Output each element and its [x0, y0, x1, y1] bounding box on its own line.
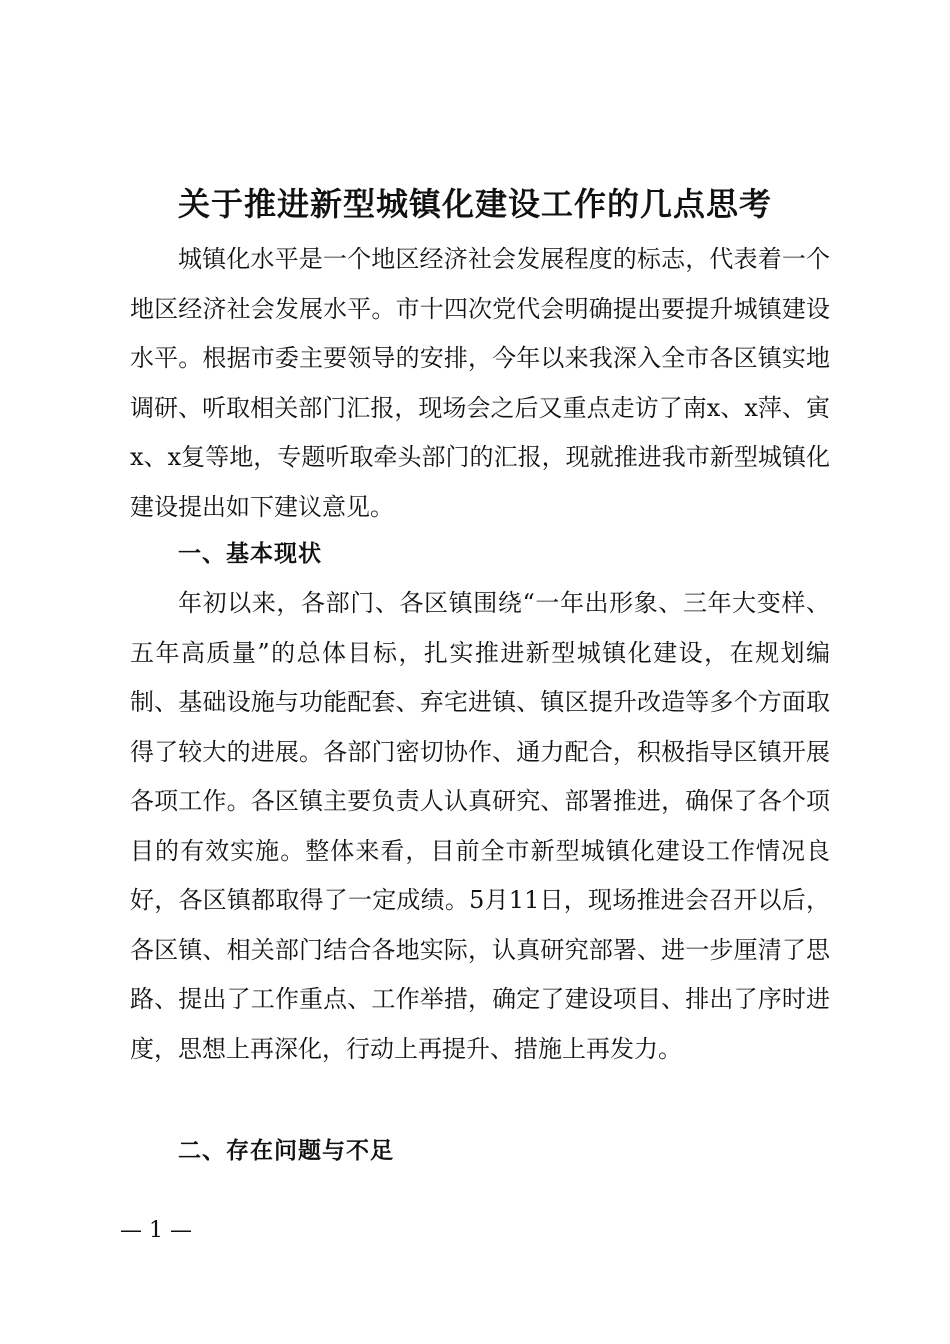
section-heading-problems: 二、存在问题与不足: [178, 1138, 394, 1164]
page-number: — 1 —: [120, 1218, 192, 1243]
status-paragraph: 年初以来，各部门、各区镇围绕“一年出形象、三年大变样、五年高质量”的总体目标，扎实推进新型城镇化建设，在规划编制、基础设施与功能配套、弃宅进镇、镇区提升改造等多个方面取得了较大的进展。各部门密切协作、通力配合，积极指导区镇开展各项工作。各区镇主要负责人认真研究、部署推进，确保了各个项目的有效实施。整体来看，目前全市新型城镇化建设工作情况良好，各区镇都取得了一定成绩。5月11日，现场推进会召开以后，各区镇、相关部门结合各地实际，认真研究部署、进一步厘清了思路、提出了工作重点、工作举措，确定了建设项目、排出了序时进度，思想上再深化，行动上再提升、措施上再发力。: [130, 589, 830, 1063]
document-title: 关于推进新型城镇化建设工作的几点思考: [177, 185, 772, 223]
section-heading-basic-status: 一、基本现状: [178, 541, 322, 567]
intro-paragraph: 城镇化水平是一个地区经济社会发展程度的标志，代表着一个地区经济社会发展水平。市十四次党代会明确提出要提升城镇建设水平。根据市委主要领导的安排，今年以来我深入全市各区镇实地调研、听取相关部门汇报，现场会之后又重点走访了南x、x萍、寅x、x复等地，专题听取牵头部门的汇报，现就推进我市新型城镇化建设提出如下建议意见。: [130, 245, 830, 521]
